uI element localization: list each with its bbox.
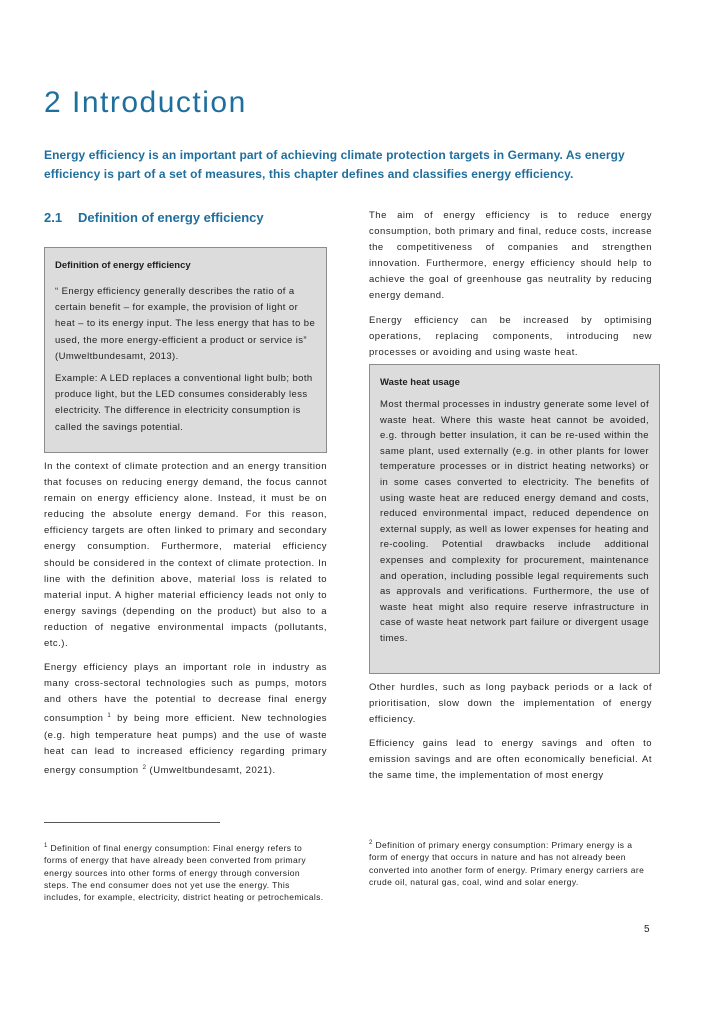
- definition-quote: “ Energy efficiency generally describes the ratio of a certain benefit – for example, the provision of light or heat – to its energy input. The less energy that has to be used, the more energy-efficient a product or service is” (Umweltbundesamt, 2013).: [55, 286, 316, 362]
- left-paragraph-2: Energy efficiency plays an important role in industry as many cross-sectoral technologies such as pumps, motors and others have the potential to decrease final energy consumption $^1$ by being more efficient. New technologies (e.g. high temperature heat pumps) and the use of waste heat can lead to increased efficiency regarding primary energy consumption $^2$ (Umweltbundesamt, 2021).: [44, 662, 327, 776]
- footnote-2: $^2$ Definition of primary energy consumption: Primary energy is a form of energy that occurs in nature and has not already been converted into another form of energy. Primary energy carriers are crude oil, natural gas, coal, wind and solar energy.: [369, 839, 645, 888]
- right-paragraph-2: Energy efficiency can be increased by optimising operations, replacing components, introducing new processes or avoiding and using waste heat.: [369, 314, 652, 358]
- left-column: [44, 459, 327, 779]
- footnote-ref-1[interactable]: 1: [107, 713, 112, 720]
- right-paragraph-1: The aim of energy efficiency is to reduce energy consumption, both primary and final, reduce costs, increase the competitiveness of companies and strengthen innovation. Furthermore, energy efficiency should help to achieve the goal of greenhouse gas neutrality by reducing energy demand.: [369, 210, 652, 302]
- definition-example: Example: A LED replaces a conventional light bulb; both produce light, but the LED consumes considerably less electricity. The difference in electricity consumption is called the savings potential.: [55, 373, 313, 433]
- section-number: 2.1: [44, 210, 63, 225]
- section-title: Definition of energy efficiency: [78, 210, 264, 225]
- waste-heat-body: Most thermal processes in industry generate some level of waste heat. Where this waste heat cannot be avoided, e.g. through better insulation, it can be re-used within the same plant, used externally (e.g. in other plants for lower temperature processes or in district heating networks) or in some cases converted to electricity. The benefits of using waste heat are reduced energy demand and costs, reduced environmental impact, reduced dependence on external supply, as well as lower expenses for heating and re-cooling. Potential drawbacks include additional expenses and complexity for procurement, maintenance and operation, including possible legal requirements such as approvals and verifications. Furthermore, the use of waste heat might also require reserve infrastructure in case of waste heat network part failure or divergent usage times.: [380, 399, 649, 644]
- right-paragraph-4: Efficiency gains lead to energy savings and often to emission savings and are often economically beneficial. At the same time, the implementation of most energy: [369, 738, 652, 782]
- waste-heat-box-title: Waste heat usage: [380, 377, 460, 388]
- section-heading: [44, 210, 264, 225]
- left-paragraph-1: In the context of climate protection and an energy transition that focuses on reducing energy demand, the focus cannot remain on energy efficiency alone. Instead, it must be on reducing the absolute energy demand. For this reason, efficiency targets are often linked to primary and secondary energy consumption. Furthermore, material efficiency should be considered in the context of climate protection. In line with the definition above, material loss is related to material input. A higher material efficiency leads not only to energy savings (depending on the product) but also to a reduction of negative environmental impacts (pollutants, etc.).: [44, 461, 327, 650]
- page-number: 5: [644, 924, 650, 935]
- waste-heat-box: [369, 364, 660, 674]
- right-paragraph-3: Other hurdles, such as long payback periods or a lack of prioritisation, slow down the implementation of energy efficiency.: [369, 682, 652, 726]
- lead-paragraph: Energy efficiency is an important part of achieving climate protection targets in Germany. As energy efficiency is part of a set of measures, this chapter defines and classifies energy efficiency.: [44, 148, 625, 181]
- definition-box: [44, 247, 327, 453]
- right-column-bottom: [369, 680, 652, 785]
- footnote-1: $^1$ Definition of final energy consumption: Final energy refers to forms of energy that have already been converted from primary energy sources into other forms of energy through conversion steps. The end consumer does not yet use the energy. This includes, for example, electricity, district heating or petrochemicals.: [44, 842, 324, 903]
- right-column-top: [369, 208, 652, 361]
- definition-box-title: Definition of energy efficiency: [55, 260, 191, 271]
- footnote-separator: [44, 822, 220, 823]
- footnote-ref-2[interactable]: 2: [142, 764, 147, 771]
- chapter-title: 2 Introduction: [44, 86, 247, 119]
